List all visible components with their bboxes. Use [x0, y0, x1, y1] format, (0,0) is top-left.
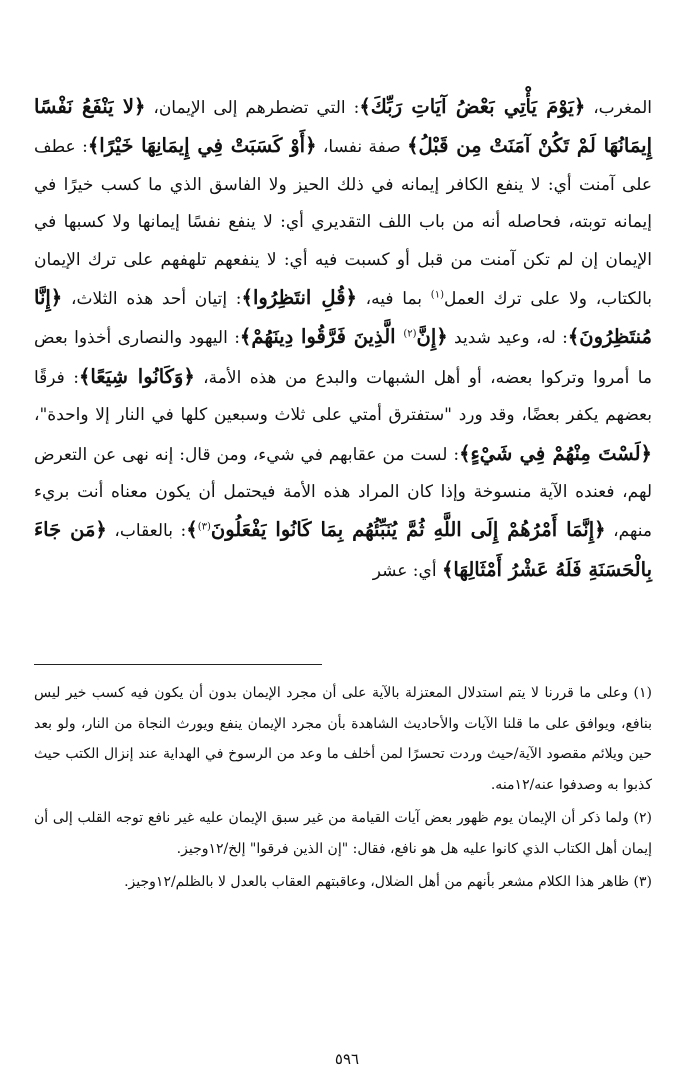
footnote-reference: (١)	[430, 289, 444, 301]
text-segment: : له، وعيد شديد	[447, 328, 568, 349]
quran-verse: ﴿وَكَانُوا شِيَعًا﴾	[78, 364, 195, 388]
text-segment: المغرب،	[585, 98, 652, 118]
footnote-text: وعلى ما قررنا لا يتم استدلال المعتزلة بالآية على أن مجرد الإيمان بدون أن يكون فيه كسب خير ليس بنافع، ويوافق على ما قلنا الآيات والأحاديث الشاهدة بأن مجرد الإيمان ينفع ويورث النجاة من النار، ولو بعد حين ويلائم مقصود الآية/حيث وردت تحسرًا لمن أخلف ما وعد من الرسوخ في الهداية عند إنزال الكتب حيث كذبوا به وصدفوا عنه/١٢منه.	[34, 685, 652, 793]
footnote-reference: (٣)	[197, 521, 211, 533]
main-text-block	[34, 88, 652, 590]
quran-verse: ﴿إِنَّ	[416, 325, 448, 349]
quran-verse: ﴾	[186, 518, 198, 542]
quran-verse: ﴿لا يَنْفَعُ نَفْسًا إِيمَانُهَا لَمْ تَكُنْ آمَنَتْ مِن قَبْلُ﴾	[34, 95, 652, 158]
footnote-reference: (٢)	[403, 328, 417, 340]
quran-verse: ﴿إِنَّمَا أَمْرُهُمْ إِلَى اللَّهِ ثُمَّ يُنَبِّئُهُم بِمَا كَانُوا يَفْعَلُونَ	[210, 518, 606, 542]
text-segment: : بالعقاب،	[106, 521, 187, 542]
footnote-number: (٣)	[633, 874, 652, 890]
quran-verse: ﴿يَوْمَ يَأْتِي بَعْضُ آيَاتِ رَبِّكَ﴾	[359, 95, 586, 118]
footnote-3	[34, 867, 652, 898]
text-segment: أي: عشر	[372, 560, 442, 581]
footnote-text: ولما ذكر أن الإيمان يوم ظهور بعض آيات القيامة من غير سبق الإيمان عليه غير نافع توجه القلب إلى أن إيمان أهل الكتاب الذي كانوا عليه هل هو نافع، فقال: "إن الذين فرقوا" إلخ/١٢وجيز.	[34, 810, 652, 857]
text-segment: صفة نفسا،	[316, 137, 408, 158]
quran-verse: ﴿مَن جَاءَ بِالْحَسَنَةِ فَلَهُ عَشْرُ أَمْثَالِهَا﴾	[34, 518, 652, 581]
footnote-number: (٢)	[633, 810, 652, 826]
footnote-separator	[34, 664, 322, 665]
quran-verse: ﴿إِنَّا مُنتَظِرُونَ﴾	[34, 286, 652, 349]
footnote-1	[34, 678, 652, 800]
text-segment: : التي تضطرهم إلى الإيمان،	[145, 98, 360, 118]
quran-verse: ﴿أَوْ كَسَبَتْ فِي إِيمَانِهَا خَيْرًا﴾	[87, 134, 317, 158]
quran-verse: ﴿لَسْتَ مِنْهُمْ فِي شَيْءٍ﴾	[459, 441, 652, 465]
quran-verse: ﴿قُلِ انتَظِرُوا﴾	[241, 286, 357, 310]
text-segment: : لست من عقابهم في شيء، ومن قال: إنه نهى عن التعرض لهم، فعنده الآية منسوخة وإذا كان المراد هذه الأمة فيحتمل أن يكون معناه أنت بريء منهم،	[34, 444, 653, 542]
text-segment: : عطف على آمنت أي: لا ينفع الكافر إيمانه في ذلك الحيز ولا الفاسق الذي ما كسب خيرًا في إيمانه توبته، فحاصله أنه من باب اللف التقديري أي: لا ينفع نفسًا إيمانها ولا كسبها في الإيمان إن لم تكن آمنت من قبل أو كسبت فيه أي: لا ينفعهم تلهفهم على ترك الإيمان بالكتاب، ولا على ترك العمل	[34, 137, 652, 310]
text-segment: : إتيان أحد هذه الثلاث،	[62, 289, 242, 310]
footnote-text: ظاهر هذا الكلام مشعر بأنهم من أهل الضلال، وعاقبتهم العقاب بالعدل لا بالظلم/١٢وجيز.	[124, 874, 634, 890]
page-number: ٥٩٦	[334, 1050, 360, 1068]
footnote-number: (١)	[633, 685, 652, 701]
text-segment: : فرقًا بعضهم يكفر بعضًا، وقد ورد "ستفترق أمتي على ثلاث وسبعين كلها في النار إلا واحدة"،	[34, 367, 652, 426]
text-segment: بما فيه،	[356, 289, 431, 310]
quran-verse: الَّذِينَ فَرَّقُوا دِينَهُمْ﴾	[239, 325, 404, 349]
text-segment: : اليهود والنصارى أخذوا بعض ما أمروا وتركوا بعضه، أو أهل الشبهات والبدع من هذه الأمة،	[34, 328, 652, 388]
footnote-2	[34, 803, 652, 864]
footnotes-block	[34, 678, 652, 901]
